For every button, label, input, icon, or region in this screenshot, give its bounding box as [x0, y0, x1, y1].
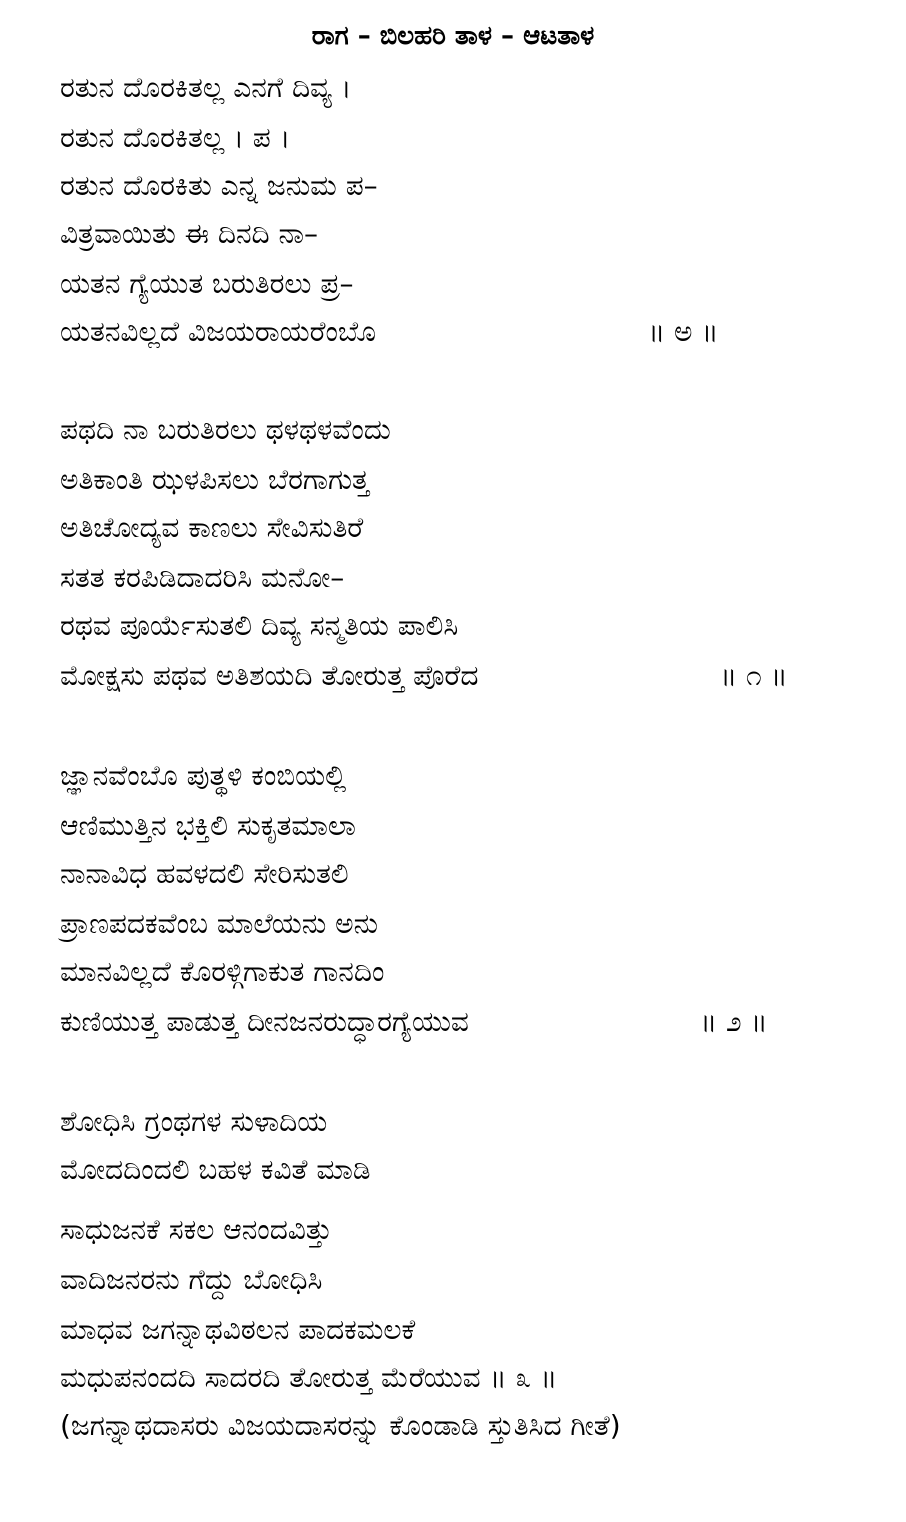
stanza1-line-6: ಮೋಕ್ಷಸು ಪಥವ ಅತಿಶಯದಿ ತೋರುತ್ತ ಪೊರೆದ	[60, 659, 479, 692]
stanza2-line-1: ಜ್ಞಾನವೆಂಬೊ ಪುತ್ಥಳಿ ಕಂಬಿಯಲ್ಲಿ	[60, 759, 347, 792]
stanza1-line-2: ಅತಿಕಾಂತಿ ಝಳಪಿಸಲು ಬೆರಗಾಗುತ್ತ	[60, 463, 370, 496]
pallavi-line-3: ರತುನ ದೊರಕಿತು ಎನ್ನ ಜನುಮ ಪ–	[60, 169, 378, 202]
stanza3-line-1: ಶೋಧಿಸಿ ಗ್ರಂಥಗಳ ಸುಳಾದಿಯ	[60, 1105, 328, 1138]
stanza1-line-4: ಸತತ ಕರಪಿಡಿದಾದರಿಸಿ ಮನೋ–	[60, 561, 345, 594]
stanza2-line-3: ನಾನಾವಿಧ ಹವಳದಲಿ ಸೇರಿಸುತಲಿ	[60, 857, 349, 890]
stanza2-line-4: ಪ್ರಾಣಪದಕವೆಂಬ ಮಾಲೆಯನು ಅನು	[60, 907, 379, 940]
stanza3-line-3: ಸಾಧುಜನಕೆ ಸಕಲ ಆನಂದವಿತ್ತು	[60, 1213, 332, 1246]
stanza-marker-2: ॥ ೨ ॥	[700, 1005, 768, 1038]
stanza3-line-6: ಮಧುಪನಂದದಿ ಸಾದರದಿ ತೋರುತ್ತ ಮೆರೆಯುವ ॥ ೩ ॥	[60, 1361, 558, 1394]
pallavi-line-2: ರತುನ ದೊರಕಿತಲ್ಲ । ಪ ।	[60, 121, 291, 154]
stanza-marker-1: ॥ ೧ ॥	[720, 659, 788, 692]
stanza3-line-2: ಮೋದದಿಂದಲಿ ಬಹಳ ಕವಿತೆ ಮಾಡಿ	[60, 1153, 371, 1186]
stanza3-line-5: ಮಾಧವ ಜಗನ್ನಾಥವಿಠಲನ ಪಾದಕಮಲಕೆ	[60, 1313, 416, 1346]
footer-note: (ಜಗನ್ನಾಥದಾಸರು ವಿಜಯದಾಸರನ್ನು ಕೊಂಡಾಡಿ ಸ್ತುತಿಸಿದ ಗೀತೆ)	[60, 1409, 621, 1442]
stanza1-line-5: ರಥವ ಪೂರ್ಯೆಸುತಲಿ ದಿವ್ಯ ಸನ್ಮತಿಯ ಪಾಲಿಸಿ	[60, 609, 459, 642]
stanza2-line-5: ಮಾನವಿಲ್ಲದೆ ಕೊರಳ್ಗಿಗಾಕುತ ಗಾನದಿಂ	[60, 955, 385, 988]
pallavi-line-1: ರತುನ ದೊರಕಿತಲ್ಲ ಎನಗೆ ದಿವ್ಯ ।	[60, 71, 352, 104]
raga-tala-heading: ರಾಗ – ಬಿಲಹರಿ ತಾಳ – ಆಟತಾಳ	[311, 21, 595, 51]
stanza2-line-6: ಕುಣಿಯುತ್ತ ಪಾಡುತ್ತ ದೀನಜನರುದ್ಧಾರಗ್ಯೆಯುವ	[60, 1005, 469, 1038]
stanza1-line-3: ಅತಿಚೋದ್ಯವ ಕಾಣಲು ಸೇವಿಸುತಿರೆ	[60, 511, 364, 544]
stanza1-line-1: ಪಥದಿ ನಾ ಬರುತಿರಲು ಥಳಥಳವೆಂದು	[60, 413, 391, 446]
section-marker-a: ॥ ಅ ॥	[648, 315, 719, 348]
pallavi-line-4: ವಿತ್ರವಾಯಿತು ಈ ದಿನದಿ ನಾ–	[60, 217, 318, 250]
pallavi-line-6: ಯತನವಿಲ್ಲದೆ ವಿಜಯರಾಯರೆಂಬೊ	[60, 315, 377, 348]
stanza3-line-4: ವಾದಿಜನರನು ಗೆದ್ದು ಬೋಧಿಸಿ	[60, 1263, 323, 1296]
stanza2-line-2: ಆಣಿಮುತ್ತಿನ ಭಕ್ತಿಲಿ ಸುಕೃತಮಾಲಾ	[60, 809, 356, 842]
pallavi-line-5: ಯತನ ಗ್ಯೆಯುತ ಬರುತಿರಲು ಪ್ರ–	[60, 267, 354, 300]
